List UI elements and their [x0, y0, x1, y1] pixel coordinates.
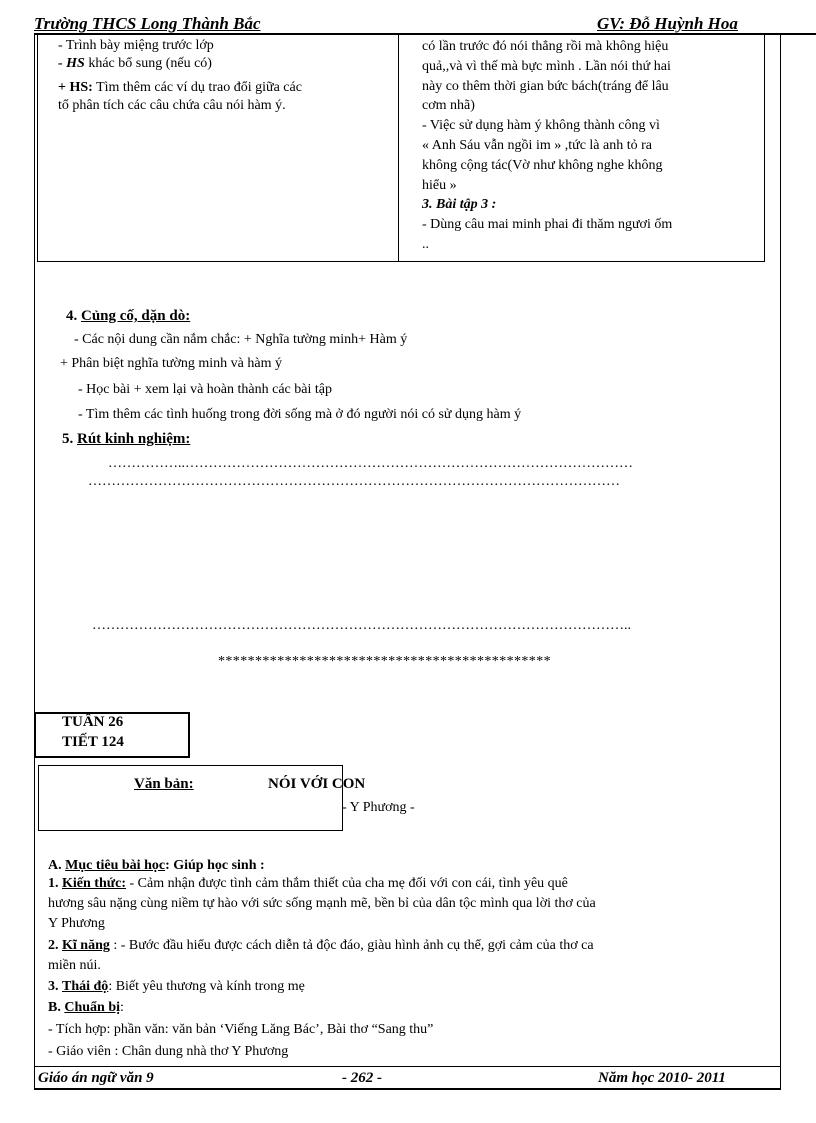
- knowledge-line-2: hương sâu nặng cùng niềm tự hào với sức sống mạnh mẽ, bền bỉ của dân tộc mình qua lời thơ của: [48, 896, 596, 911]
- left-line-2: - HS khác bổ sung (nếu có): [58, 56, 212, 71]
- right-line: cơm nhã): [422, 98, 475, 114]
- right-line: hiểu »: [422, 177, 457, 193]
- table-divider: [398, 35, 399, 262]
- footer-page-number: - 262 -: [342, 1070, 382, 1086]
- school-name: Trường THCS Long Thành Bắc: [34, 14, 261, 33]
- footer-school-year: Năm học 2010- 2011: [598, 1070, 726, 1086]
- right-line: có lần trước đó nói thẳng rồi mà không hiệu: [422, 39, 669, 54]
- knowledge-line-1: 1. Kiến thức: - Cảm nhận được tình cảm thắm thiết của cha mẹ đối với con cái, tình yêu quê: [48, 876, 568, 891]
- section-4-line-4: - Tìm thêm các tình huống trong đời sống mà ở đó người nói có sử dụng hàm ý: [78, 407, 522, 422]
- right-line: quả,,và vì thế mà bực mình . Lần nói thứ hai: [422, 58, 671, 74]
- footer-rule-bottom: [34, 1088, 781, 1090]
- left-line-4: tổ phân tích các câu chứa câu nói hàm ý.: [58, 98, 286, 113]
- author-name: - Y Phương -: [342, 800, 415, 815]
- teacher-name: GV: Đỗ Huỳnh Hoa: [597, 14, 738, 33]
- right-line: này co thêm thời gian bức bách(tráng để lâu: [422, 78, 669, 94]
- right-line: - Việc sử dụng hàm ý không thành công vì: [422, 118, 660, 134]
- left-line-3: + HS: Tìm thêm các ví dụ trao đổi giữa các: [58, 80, 302, 95]
- header-rule: [34, 33, 816, 35]
- section-a-heading: A. Mục tiêu bài học: Giúp học sinh :: [48, 858, 265, 873]
- week-label: TUẦN 26: [62, 714, 124, 730]
- notes-dots-3: ……………………………………………………………………………………………………..: [92, 618, 631, 633]
- prep-line-2: - Giáo viên : Chân dung nhà thơ Y Phương: [48, 1044, 289, 1059]
- table-left-column: [58, 37, 302, 115]
- period-label: TIẾT 124: [62, 734, 124, 750]
- footer-subject: Giáo án ngữ văn 9: [38, 1070, 154, 1086]
- section-4-heading: 4. Củng cố, dặn dò:: [66, 308, 191, 324]
- section-4-line-1: - Các nội dung cần nắm chắc: + Nghĩa tường minh+ Hàm ý: [74, 332, 408, 347]
- prep-line-1: - Tích hợp: phần văn: văn bản ‘Viếng Lăng Bác’, Bài thơ “Sang thu”: [48, 1022, 434, 1037]
- skill-line-2: miền núi.: [48, 958, 101, 973]
- separator-stars: *********************************************: [218, 654, 551, 669]
- lesson-title-box: [38, 765, 343, 831]
- right-line: « Anh Sáu vẫn ngồi im » ,tức là anh tỏ ra: [422, 137, 652, 153]
- notes-dots-2: ……………………………………………………………………………………………………: [88, 474, 620, 489]
- exercise-3-heading: 3. Bài tập 3 :: [422, 197, 497, 213]
- left-line-1: - Trình bày miệng trước lớp: [58, 38, 214, 53]
- knowledge-line-3: Y Phương: [48, 916, 105, 931]
- right-line: ..: [422, 236, 429, 252]
- section-5-heading: 5. Rút kinh nghiệm:: [62, 431, 191, 447]
- footer-rule-top: [34, 1066, 781, 1067]
- right-line: - Dùng câu mai minh phai đi thăm ngươi ốm: [422, 217, 673, 233]
- table-border-right: [764, 35, 765, 262]
- table-border-left: [37, 35, 38, 262]
- page-border-left: [34, 33, 35, 1089]
- section-b-heading: B. Chuẩn bị:: [48, 1000, 124, 1015]
- right-line: không cộng tác(Vờ như không nghe không: [422, 157, 663, 173]
- text-label: Văn bản:: [134, 776, 194, 792]
- notes-dots-1: ……………..……………………………………………………………………………………: [108, 456, 633, 471]
- section-4-line-3: - Học bài + xem lại và hoàn thành các bài tập: [78, 382, 332, 397]
- attitude-line: 3. Thái độ: Biết yêu thương và kính trong mẹ: [48, 979, 305, 994]
- lesson-title: NÓI VỚI CON: [268, 776, 366, 792]
- table-right-column: [422, 37, 672, 255]
- table-bottom: [37, 261, 765, 262]
- page-border-right: [780, 33, 781, 1089]
- section-4-line-2: + Phân biệt nghĩa tường minh và hàm ý: [60, 356, 282, 371]
- skill-line-1: 2. Kĩ năng : - Bước đầu hiểu được cách diễn tả độc đáo, giàu hình ảnh cụ thể, gợi cảm của thơ ca: [48, 938, 594, 953]
